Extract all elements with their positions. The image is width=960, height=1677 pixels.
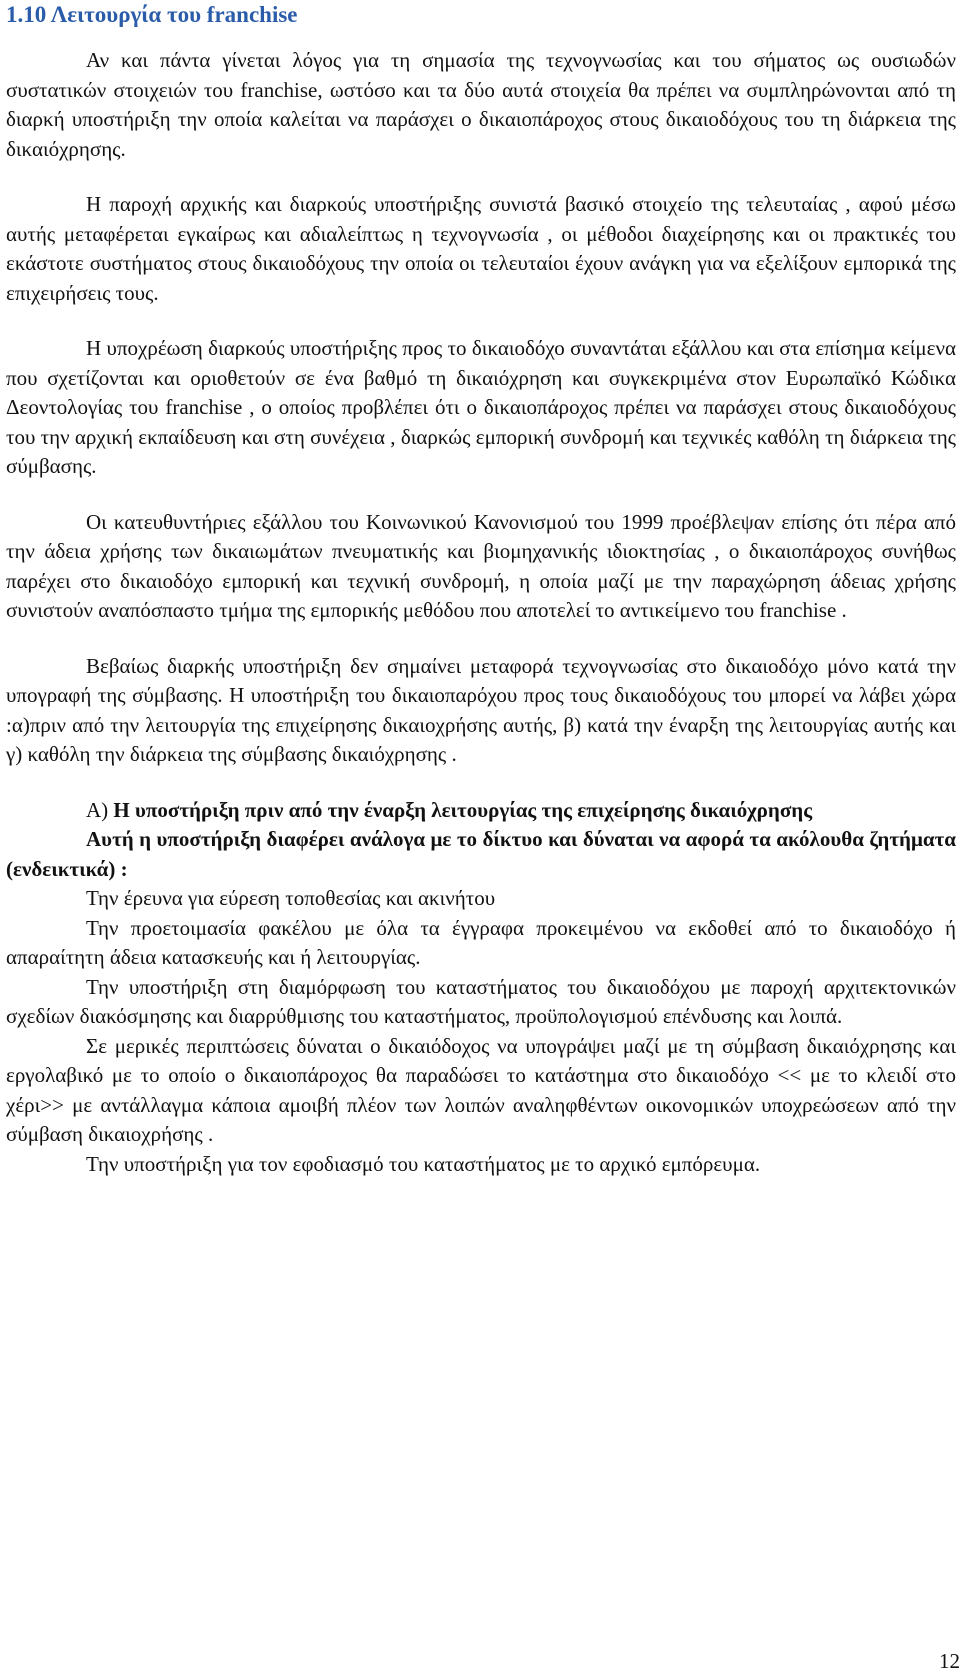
list-item: Την έρευνα για εύρεση τοποθεσίας και ακινήτου — [86, 886, 496, 910]
section-a-prefix: Α) — [86, 797, 114, 822]
page-number: 12 — [939, 1649, 960, 1673]
section-heading: 1.10 Λειτουργία του franchise — [6, 2, 298, 27]
paragraph-5: Βεβαίως διαρκής υποστήριξη δεν σημαίνει μεταφορά τεχνογνωσίας στο δικαιοδόχο μόνο κατά την υπογραφή της σύμβασης. Η υποστήριξη του δικαιοπαρόχου προς τους δικαιοδόχους του μπορεί να λάβει χώρα :α)πριν από την λειτουργία της επιχείρησης δικαιοχρήσης αυτής, β) κατά την έναρξη της λειτουργίας αυτής και γ) καθόλη την διάρκεια της σύμβασης δικαιόχρησης . — [6, 653, 956, 766]
section-a-title: Η υποστήριξη πριν από την έναρξη λειτουργίας της επιχείρησης δικαιόχρησης — [113, 797, 813, 822]
paragraph-2: Η παροχή αρχικής και διαρκούς υποστήριξης συνιστά βασικό στοιχείο της τελευταίας , αφού μέσω αυτής μεταφέρεται εγκαίρως και αδιαλείπτως η τεχνογνωσία , οι μέθοδοι διαχείρησης και οι πρακτικές του εκάστοτε συστήματος στους δικαιοδόχους την οποία οι τελευταίοι έχουν ανάγκη για να εξελίξουν εμπορικά της επιχειρήσεις τους. — [6, 192, 956, 305]
section-a-subtitle: Αυτή η υποστήριξη διαφέρει ανάλογα με το δίκτυο και δύναται να αφορά τα ακόλουθα ζητήματα (ενδεικτικά) : — [6, 827, 956, 881]
paragraph-1: Αν και πάντα γίνεται λόγος για τη σημασία της τεχνογνωσίας και του σήματος ως ουσιωδών συστατικών στοιχειών του franchise, ωστόσο και τα δύο αυτά στοιχεία θα πρέπει να συμπληρώνονται από τη διαρκή υποστήριξη την οποία καλείται να παράσχει ο δικαιοπάροχος στους δικαιοδόχους του τη διάρκεια της δικαιόχρησης. — [6, 48, 956, 161]
paragraph-3: Η υποχρέωση διαρκούς υποστήριξης προς το δικαιοδόχο συναντάται εξάλλου και στα επίσημα κείμενα που σχετίζονται και οριοθετούν σε ένα βαθμό τη δικαιόχρηση και συγκεκριμένα στον Ευρωπαϊκό Κώδικα Δεοντολογίας του franchise , ο οποίος προβλέπει ότι ο δικαιοπάροχος πρέπει να παράσχει στους δικαιοδόχους του την αρχική εκπαίδευση και στη συνέχεια , διαρκώς εμπορική συνδρομή και τεχνικές καθόλη τη διάρκεια της σύμβασης. — [6, 336, 956, 478]
paragraph-4: Οι κατευθυντήριες εξάλλου του Κοινωνικού Κανονισμού του 1999 προέβλεψαν επίσης ότι πέρα από την άδεια χρήσης των δικαιωμάτων πνευματικής και βιομηχανικής ιδιοκτησίας , ο δικαιοπάροχος συνήθως παρέχει στο δικαιοδόχο εμπορική και τεχνική συνδρομή, η οποία μαζί με την παραχώρηση άδειας χρήσης συνιστούν αναπόσπαστο τμήμα της εμπορικής μεθόδου που αποτελεί το αντικείμενο του franchise . — [6, 509, 956, 622]
section-a-heading — [6, 796, 956, 826]
list-item: Σε μερικές περιπτώσεις δύναται ο δικαιόδοχος να υπογράψει μαζί με τη σύμβαση δικαιόχρησης και εργολαβικό με το οποίο ο δικαιοπάροχος θα παραδώσει το κατάστημα στο δικαιοδόχο << με το κλειδί στο χέρι>> με αντάλλαγμα κάποια αμοιβή πλέον των λοιπών αναληφθέντων οικονομικών υποχρεώσεων από την σύμβαση δικαιοχρήσης . — [6, 1033, 956, 1146]
list-item: Την προετοιμασία φακέλου με όλα τα έγγραφα προκειμένου να εκδοθεί από το δικαιοδόχο ή απαραίτητη άδεια κατασκευής και ή λειτουργίας. — [6, 915, 956, 969]
list-item: Την υποστήριξη για τον εφοδιασμό του καταστήματος με το αρχικό εμπόρευμα. — [86, 1151, 761, 1176]
document-body — [6, 46, 956, 1179]
list-item: Την υποστήριξη στη διαμόρφωση του καταστήματος του δικαιοδόχου με παροχή αρχιτεκτονικών σχεδίων διακόσμησης και διαρρύθμισης του καταστήματος, προϋπολογισμού επένδυσης και λοιπά. — [6, 974, 956, 1028]
